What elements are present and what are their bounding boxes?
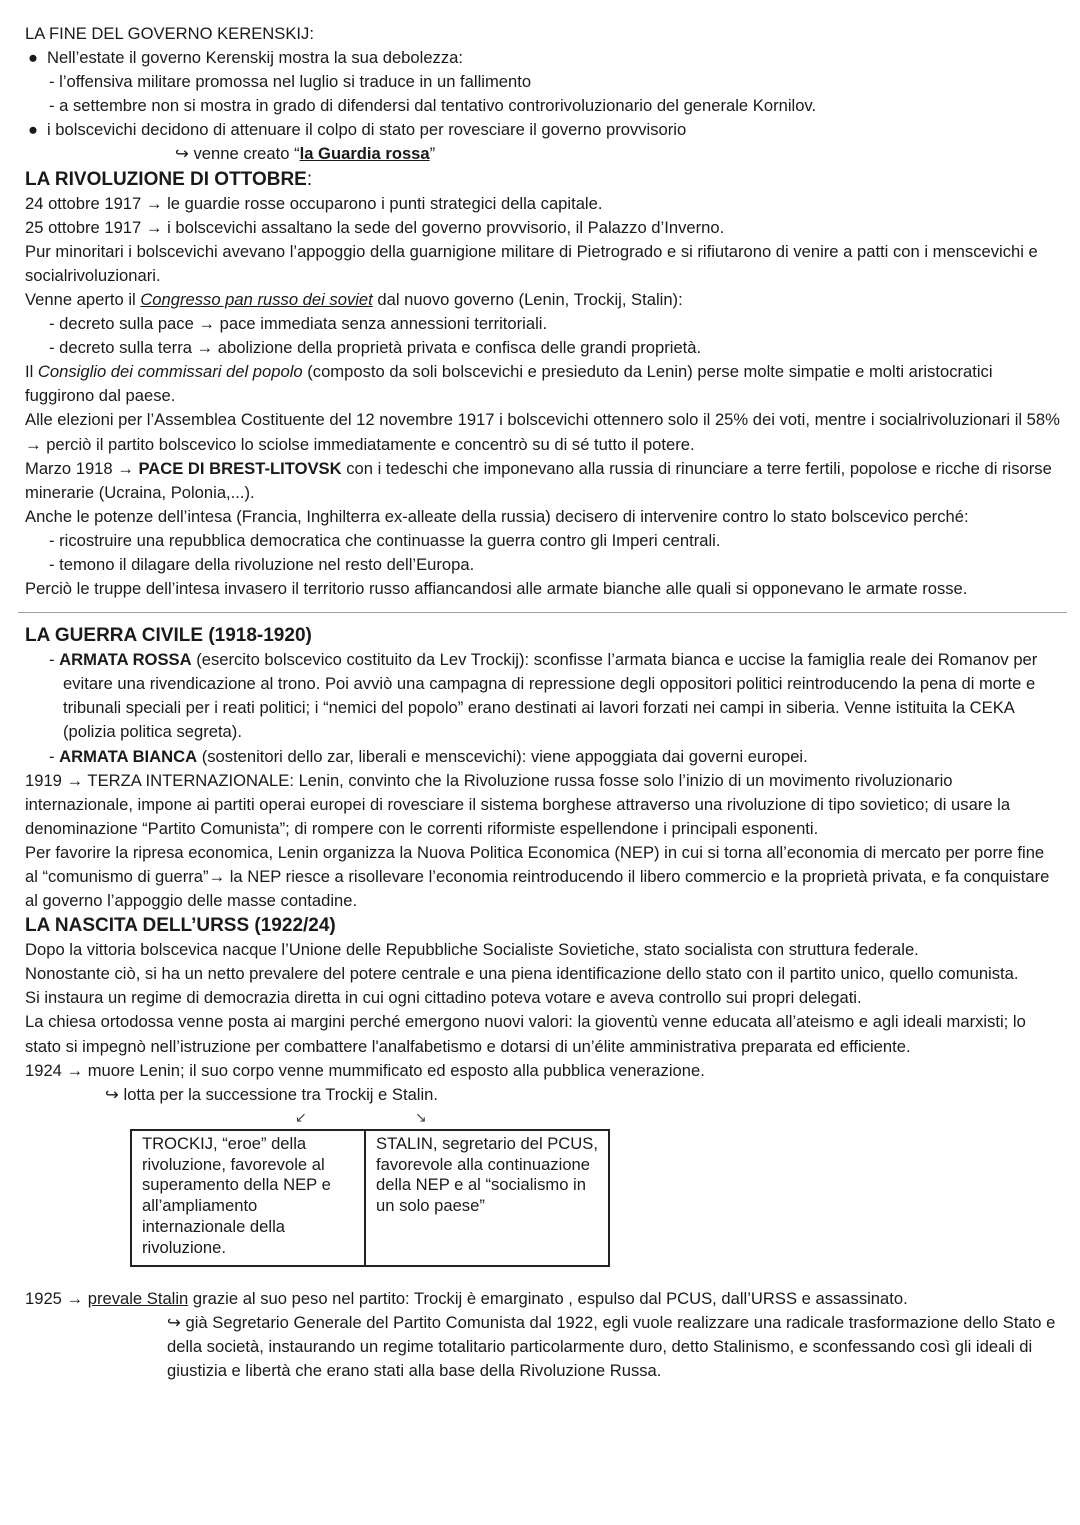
paragraph: Per favorire la ripresa economica, Lenin organizza la Nuova Politica Economica (NEP) in cui si torna all’economia di mercato per porre fine al “comunismo di guerra”→ la NEP riesce a risollevare l’economia reintroducendo il libero commercio e la proprietà privata, e fa conquistare al governo l’appoggio delle masse contadine.	[25, 842, 1050, 911]
congresso-term: Congresso pan russo dei soviet	[140, 289, 373, 309]
armata-rossa-term: ARMATA ROSSA	[59, 650, 192, 670]
brest-litovsk-term: → PACE DI BREST-LITOVSK	[117, 458, 342, 478]
prevale-stalin-term: prevale Stalin	[87, 1288, 189, 1308]
paragraph-text: dal nuovo governo (Lenin, Trockij, Stalin):	[372, 289, 683, 309]
paragraph-text: 1925 →	[25, 1288, 88, 1308]
section-divider	[18, 612, 1067, 613]
paragraph: Pur minoritari i bolscevichi avevano l’appoggio della guarnigione militare di Pietrogrado e si rifiutarono di venire a patti con i menscevichi e socialrivoluzionari.	[25, 241, 1038, 285]
armata-bianca-term: ARMATA BIANCA	[59, 746, 198, 766]
paragraph: Si instaura un regime di democrazia diretta in cui ogni cittadino poteva votare e aveva controllo sui propri delegati.	[25, 988, 862, 1008]
bullet-icon: ●	[28, 48, 39, 68]
paragraph: Alle elezioni per l’Assemblea Costituente del 12 novembre 1917 i bolscevichi ottennero solo il 25% dei voti, mentre i socialrivoluzionari il 58% → perciò il partito bolscevico lo sciolse immediatamente e concentrò su di sé tutto il potere.	[25, 410, 1060, 454]
consiglio-term: Consiglio dei commissari del popolo	[37, 362, 303, 382]
dash-item: - l’offensiva militare promossa nel luglio si traduce in un fallimento	[49, 72, 532, 92]
bullet-item	[25, 46, 1060, 70]
dash-item: - decreto sulla pace → pace immediata senza annessioni territoriali.	[49, 314, 548, 334]
dash-item: - temono il dilagare della rivoluzione nel resto dell’Europa.	[49, 554, 475, 574]
arrow-down-left-icon: ↙	[295, 1108, 307, 1125]
paragraph-text: grazie al suo peso nel partito: Trockij è emarginato , espulso dal PCUS, dall’URSS e assassinato.	[188, 1288, 908, 1308]
text-line: 24 ottobre 1917 → le guardie rosse occuparono i punti strategici della capitale.	[25, 193, 603, 213]
comparison-table	[130, 1129, 610, 1267]
paragraph: 1919 → TERZA INTERNAZIONALE: Lenin, convinto che la Rivoluzione russa fosse solo l’inizio di un movimento rivoluzionario internazionale, impone ai partiti operai europei di rovesciare il sistema borghese attraverso una rivoluzione di tipo sovietico; di usare la denominazione “Partito Comunista”; di rompere con le correnti riformiste espellendone i principali esponenti.	[25, 770, 1011, 838]
arrow-down-right-icon: ↘	[415, 1108, 427, 1125]
dash-item: - ricostruire una repubblica democratica che continuasse la guerra contro gli Imperi centrali.	[49, 530, 721, 550]
arrow-note: ↪ lotta per la successione tra Trockij e Stalin.	[105, 1084, 439, 1104]
dash-text: (esercito bolscevico costituito da Lev Trockij): sconfisse l’armata bianca e uccise la famiglia reale dei Romanov per evitare una rivendicazione al trono. Poi avviò una campagna di repressione degli oppositori politici reintroducendo la pena di morte e tribunali speciali per i reati politici; i “nemici del popolo” erano destinati ai lavori forzati nei campi in siberia. Venne istituita la CEKA (polizia politica segreta).	[63, 650, 1038, 742]
text-line: 25 ottobre 1917 → i bolscevichi assaltano la sede del governo provvisorio, il Palazzo d’Inverno.	[25, 217, 725, 237]
document-page	[25, 22, 1060, 1383]
heading-text: LA RIVOLUZIONE DI OTTOBRE	[25, 168, 307, 190]
dash-text: (sostenitori dello zar, liberali e menscevichi): viene appoggiata dai governi europei.	[197, 746, 808, 766]
arrow-note-text: ”	[429, 144, 436, 164]
dash-item: - ARMATA ROSSA (esercito bolscevico costituito da Lev Trockij): sconfisse l’armata bianca e uccise la famiglia reale dei Romanov per evitare una rivendicazione al trono. Poi avviò una campagna di repressione degli oppositori politici reintroducendo la pena di morte e tribunali speciali per i reati politici; i “nemici del popolo” erano destinati ai lavori forzati nei campi in siberia. Venne istituita la CEKA (polizia politica segreta).	[49, 650, 1038, 742]
bullet-text: Nell’estate il governo Kerenskij mostra la sua debolezza:	[47, 48, 463, 68]
dash-item: - decreto sulla terra → abolizione della proprietà privata e confisca delle grandi proprietà.	[49, 338, 702, 358]
dash-item: - a settembre non si mostra in grado di difendersi dal tentativo controrivoluzionario del generale Kornilov.	[49, 96, 817, 116]
paragraph: La chiesa ortodossa venne posta ai margini perché emergono nuovi valori: la gioventù venne educata all’ateismo e agli ideali marxisti; lo stato si impegnò nell’istruzione per combattere l'analfabetismo e dotarsi di un’élite amministrativa preparata ed efficiente.	[25, 1012, 1026, 1056]
arrow-note-text: ↪ venne creato “	[175, 144, 300, 164]
table-row	[131, 1130, 609, 1266]
section-title-urss: LA NASCITA DELL’URSS (1922/24)	[25, 915, 336, 937]
bullet-item	[25, 118, 1060, 142]
paragraph-text: Marzo 1918	[25, 458, 118, 478]
paragraph: Dopo la vittoria bolscevica nacque l’Unione delle Repubbliche Socialiste Sovietiche, stato socialista con struttura federale.	[25, 940, 919, 960]
split-arrows	[25, 1107, 1060, 1127]
paragraph	[25, 1287, 1060, 1311]
table-cell-trockij: TROCKIJ, “eroe” della rivoluzione, favorevole al superamento della NEP e all’ampliamento internazionale della rivoluzione.	[131, 1130, 365, 1266]
paragraph-text: (composto da soli bolscevichi e presieduto da Lenin) perse molte simpatie e molti aristocratici fuggirono dal paese.	[25, 362, 993, 406]
section-title-ottobre	[25, 167, 1060, 192]
dash-item: - ARMATA BIANCA (sostenitori dello zar, liberali e menscevichi): viene appoggiata dai governi europei.	[49, 746, 808, 766]
paragraph	[25, 457, 1060, 505]
paragraph-text: Venne aperto il	[25, 289, 141, 309]
paragraph	[25, 360, 1060, 408]
paragraph	[25, 288, 1060, 312]
guardia-rossa-term: la Guardia rossa	[299, 144, 430, 164]
paragraph: Anche le potenze dell’intesa (Francia, Inghilterra ex-alleate della russia) decisero di intervenire contro lo stato bolscevico perché:	[25, 506, 969, 526]
table-cell-stalin: STALIN, segretario del PCUS, favorevole alla continuazione della NEP e al “socialismo in un solo paese”	[365, 1130, 609, 1266]
paragraph-text: con i tedeschi che imponevano alla russia di rinunciare a terre fertili, popolose e ricche di risorse minerarie (Ucraina, Polonia,...).	[25, 458, 1052, 502]
bullet-icon: ●	[28, 120, 39, 140]
text-line: 1924 → muore Lenin; il suo corpo venne mummificato ed esposto alla pubblica venerazione.	[25, 1060, 705, 1080]
heading-colon: :	[306, 168, 313, 190]
paragraph: Perciò le truppe dell’intesa invasero il territorio russo affiancandosi alle armate bianche alle quali si opponevano le armate rosse.	[25, 579, 968, 599]
section-title-guerra-civile: LA GUERRA CIVILE (1918-1920)	[25, 625, 312, 647]
arrow-note	[25, 142, 1060, 166]
paragraph-text: Il	[25, 362, 38, 382]
section-title-kerenskij: LA FINE DEL GOVERNO KERENSKIJ:	[25, 24, 314, 43]
bullet-text: i bolscevichi decidono di attenuare il colpo di stato per rovesciare il governo provvisorio	[47, 120, 687, 140]
arrow-note: ↪ già Segretario Generale del Partito Comunista dal 1922, egli vuole realizzare una radicale trasformazione dello Stato e della società, instaurando un regime totalitario particolarmente duro, detto Stalinismo, e sconfessando così gli ideali di giustizia e libertà che erano stati alla base della Rivoluzione Russa.	[167, 1312, 1056, 1380]
paragraph: Nonostante ciò, si ha un netto prevalere del potere centrale e una piena identificazione dello stato con il partito unico, quello comunista.	[25, 964, 1019, 984]
